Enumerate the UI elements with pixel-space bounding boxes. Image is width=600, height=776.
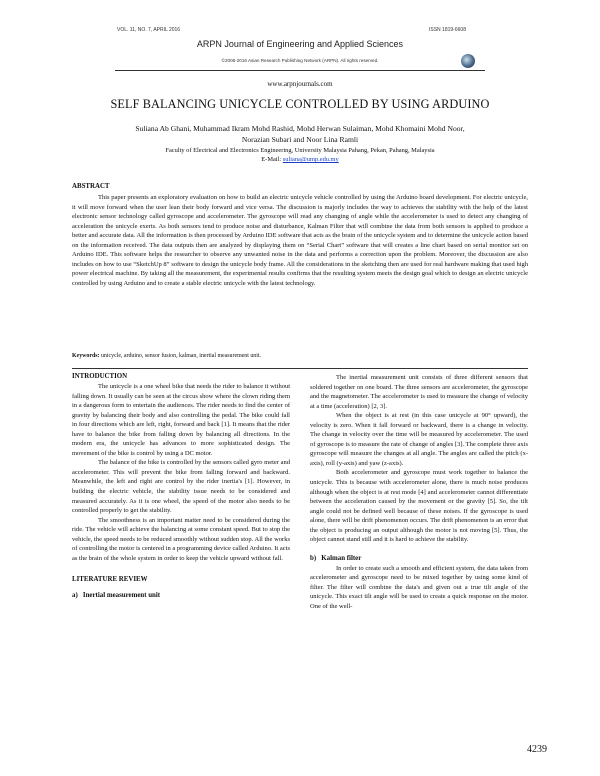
volume-info: VOL. 11, NO. 7, APRIL 2016 [117,27,181,33]
email-label: E-Mail: [261,156,282,163]
abstract-body [72,193,528,288]
arpn-logo [461,54,475,68]
authors-line-2: Norazian Subari and Noor Lina Ramli [241,134,359,144]
right-column [310,373,528,612]
header-rule [115,70,485,71]
keywords-label: Keywords: [72,353,100,359]
left-column [72,373,290,599]
imu-paragraph-1: The inertial measurement unit consists of three different sensors that soldered together on one board. The three sensors are accelerometer, the gyroscope and the magnetometer. The accelerometer is used to measure the change of velocity at a time (acceleration) [2, 3]. [310,374,528,410]
kalman-paragraph: In order to create such a smooth and efficient system, the data taken from accelerometer and gyroscope need to be mixed together by using some kind of filter. The filter will combine the data's and given out a true tilt angle of the unicycle. This exact tilt angle will be used to create a quick response on the motor. One of the well- [310,564,528,611]
abstract-heading: ABSTRACT [72,183,110,190]
issn: ISSN 1819-6608 [429,27,466,33]
abstract-text: This paper presents an exploratory evaluation on how to build an electric unicycle vehicle controlled by using the Arduino board development. For electric unicycle, it will move forward when the user lean their body forward and vice versa. The discussion is majorly includes the way to achieves the stability with the help of the latest electronic sensor technology called gyroscope and accelerometer. The gyroscope will read any changing of angle while the accelerometer is used to detect any changing of acceleration the unicycle exerts. As both sensors tend to produce noise and disturbance, Kalman Filter that will combine the data from both sensors is applied to produce a better and accurate data. All the information is then processed by Arduino IDE software that acts as the brain of the unicycle system and to determine the unicycle action based on the information received. The data outputs then are analyzed by displaying them on “Serial Chart” software that will creates a line chart based on serial monitor set on Arduino IDE. This software helps the researcher to observe any unwanted noise in the data and performs a correction upon the problem. Moreover, the discussion are also includes on how to use “SketchUp 8” software to design the unicycle body frame. All the considerations in the sketching then are used for real hardware making that used high power electrical machine. By taking all the measurement, the experimental results confirms that the resulting system meets the design goal which to design an electric unicycle controlled by using Arduino and to create a stable electric unicycle with the latest technology. [72,194,528,287]
abstract-rule [72,368,528,369]
subsection-a-heading: a) Inertial measurement unit [72,592,161,600]
email-link[interactable]: suliana@ump.edu.my [282,156,339,163]
intro-paragraph-3: The smoothness is an important matter need to be considered during the ride. The vehicle will achieve the balancing at some constant speed. But to stop the vehicle, the speed needs to be reduced smoothly without sudden stop. All the works of controlling the motor is centered in a programming device called Arduino. It acts as the brain of the whole system in order to keep the vehicle upward without fall. [72,516,290,562]
imu-paragraph-3: Both accelerometer and gyroscope must work together to balance the unicycle. This is because with accelerometer alone, there is much noise produces although when the object is at rest mode [4] and accelerometer cannot differentiate between the acceleration caused by the movement or the gravity [5]. So, the tilt angle could not be defined well because of these noises. If the gyroscope is used alone, there will be drift phenomenon occurs. The drift phenomenon is an error that the object is producing an output although the motor is not moving [5]. Thus, the object cannot stand still and it is hard to achieve the stability. [310,469,528,544]
email-line [0,155,600,164]
journal-name: ARPN Journal of Engineering and Applied Sciences [196,39,404,49]
literature-heading: LITERATURE REVIEW [72,576,148,584]
page-number: 4239 [527,744,547,755]
intro-heading: INTRODUCTION [72,373,128,380]
journal-website[interactable]: www.arpnjournals.com [267,80,333,88]
imu-paragraph-2: When the object is at rest (in this case unicycle at 90° upward), the velocity is zero. When it fall forward or backward, there is a change in velocity. The change in velocity over the time will be measured by accelerometer. The used of gyroscope is to measure the rate of change of angles [3]. The complete three axis gyroscope will measure the changes at all angle. The angles are called the pitch (x-axis), roll (y-axis) and yaw (z-axis). [310,412,528,467]
copyright: ©2006-2016 Asian Research Publishing Network (ARPN). All rights reserved. [221,58,379,63]
paper-title: SELF BALANCING UNICYCLE CONTROLLED BY USING ARDUINO [110,97,490,111]
affiliation-block [0,146,600,164]
authors-line-1: Suliana Ab Ghani, Muhammad Ikram Mohd Rashid, Mohd Herwan Sulaiman, Mohd Khomaini Mohd Noor, [135,124,465,133]
subsection-b-heading: b) Kalman filter [310,554,362,562]
affiliation: Faculty of Electrical and Electronics Engineering, University Malaysia Pahang, Pekan, Pahang, Malaysia [165,147,435,154]
keywords-text: unicycle, arduino, sensor fusion, kalman, inertial measurement unit. [100,353,261,359]
intro-paragraph-2: The balance of the bike is controlled by the sensors called gyro meter and accelerometer. This will prevent the bike from falling forward and backward. Meanwhile, the left and right are control by the rider inertia's [1]. However, in building the electric vehicle, the stability issue needs to be considered and measured accurately. As it is one wheel, the speed of the motor also needs to be controlled properly to get the stability. [72,459,290,515]
author-list [0,124,600,145]
intro-paragraph-1: The unicycle is a one wheel bike that needs the rider to balance it without falling down. It usually can be seen at the circus show where the clown riding them in a dangerous form to entertain the audiences. The rider needs to find the center of gravity by balancing their body and also controlling the pedal. The bike could fall in four directions which are left, right, forward and back [1]. It means that the rider have to balance the bike from falling down by balancing all directions. In the modern era, the unicycle has advances to more sophisticated design. The movement of the bike is control by using a DC motor. [72,383,290,457]
keywords-line [72,353,261,359]
